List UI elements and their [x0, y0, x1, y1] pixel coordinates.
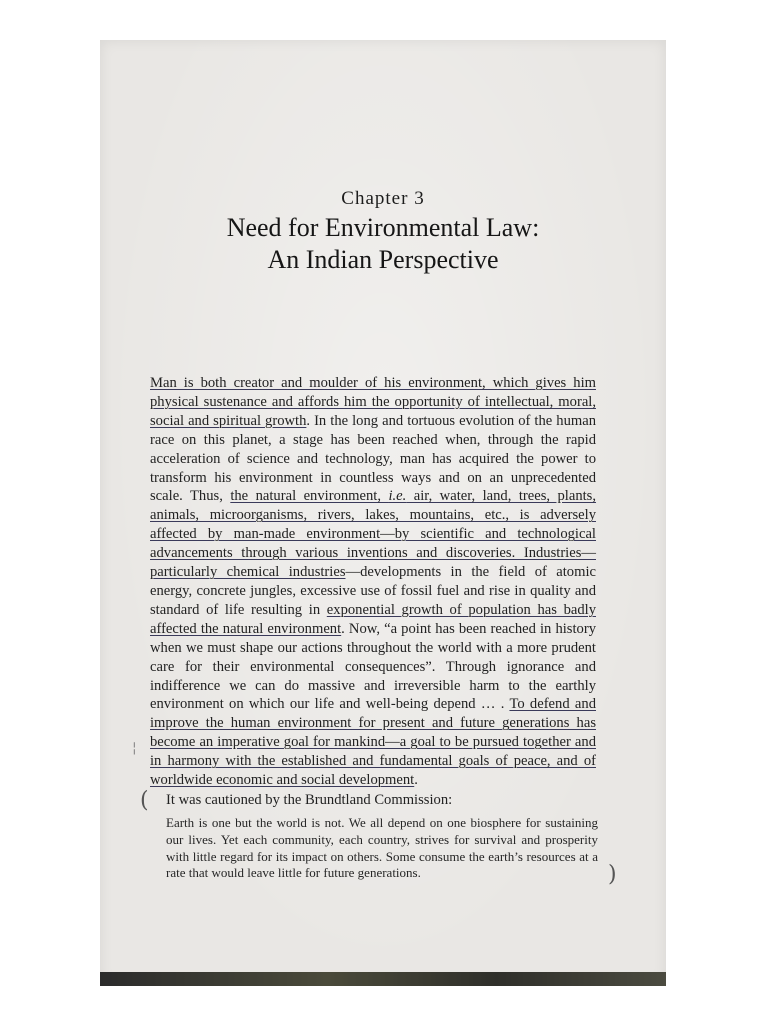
underlined-passage-6: exponential growth of population has badly affected the natural environment: [150, 601, 596, 637]
chapter-number: Chapter 3: [341, 188, 425, 209]
underlined-passage-3: the natural environment,: [230, 488, 389, 505]
text-passage-5: —developments in the field of atomic energy, concrete jungles, excessive use of fossil fuel and rise in quality and standard of life resulting in: [150, 564, 596, 618]
brundtland-quote: Earth is one but the world is not. We all depend on one biosphere for sustaining our lives. Yet each community, each country, strives for survival and prosperity with little regard for its impact on others. Some consume the earth’s resources at a rate that would leave little for future generations.: [166, 815, 598, 881]
underlined-passage-1: Man is both creator and moulder of his environment, which gives him physical sustenance and affords him the opportunity of intellectual, moral, social and spiritual growth: [150, 375, 596, 429]
chapter-title-line2: An Indian Perspective: [267, 245, 499, 274]
book-page: [100, 40, 666, 985]
chapter-title-line1: Need for Environmental Law:: [226, 213, 540, 242]
underlined-passage-8: To defend and improve the human environment for present and future generations has become an imperative goal for mankind—a goal to be pursued together and in harmony with the established and fundamental goals of peace, and of worldwide economic and social development: [150, 696, 596, 789]
main-paragraph: [150, 374, 596, 790]
page-edge-shadow: [100, 972, 666, 986]
pen-bracket-mark-right: ): [608, 862, 617, 887]
chapter-title: [100, 212, 666, 276]
text-passage-9: .: [414, 772, 418, 789]
underlined-passage-4: air, water, land, trees, plants, animals, microorganisms, rivers, lakes, mountains, etc., is adversely affected by man-made environment—by scientific and technological advancements through various inventions and discoveries. Industries—particularly chemical industries: [150, 488, 597, 581]
paragraph-2: It was cautioned by the Brundtland Commission:: [166, 792, 453, 808]
pen-bracket-mark: (: [140, 788, 149, 813]
pen-tick-mark: ¦: [132, 740, 137, 756]
paragraph-1: [150, 374, 596, 790]
underlined-ie: i.e.: [388, 488, 407, 505]
text-passage-7: . Now, “a point has been reached in history when we must shape our actions throughout the world with a more prudent care for their environmental consequences”. Through ignorance and indifference we can do massive and irreversible harm to the earthly environment on which our life and well-being depend … .: [150, 620, 596, 713]
text-passage-2: . In the long and tortuous evolution of the human race on this planet, a stage has been reached when, through the rapid acceleration of science and technology, man has acquired the power to transform his environment in countless ways and on an unprecedented scale. Thus,: [150, 412, 597, 505]
